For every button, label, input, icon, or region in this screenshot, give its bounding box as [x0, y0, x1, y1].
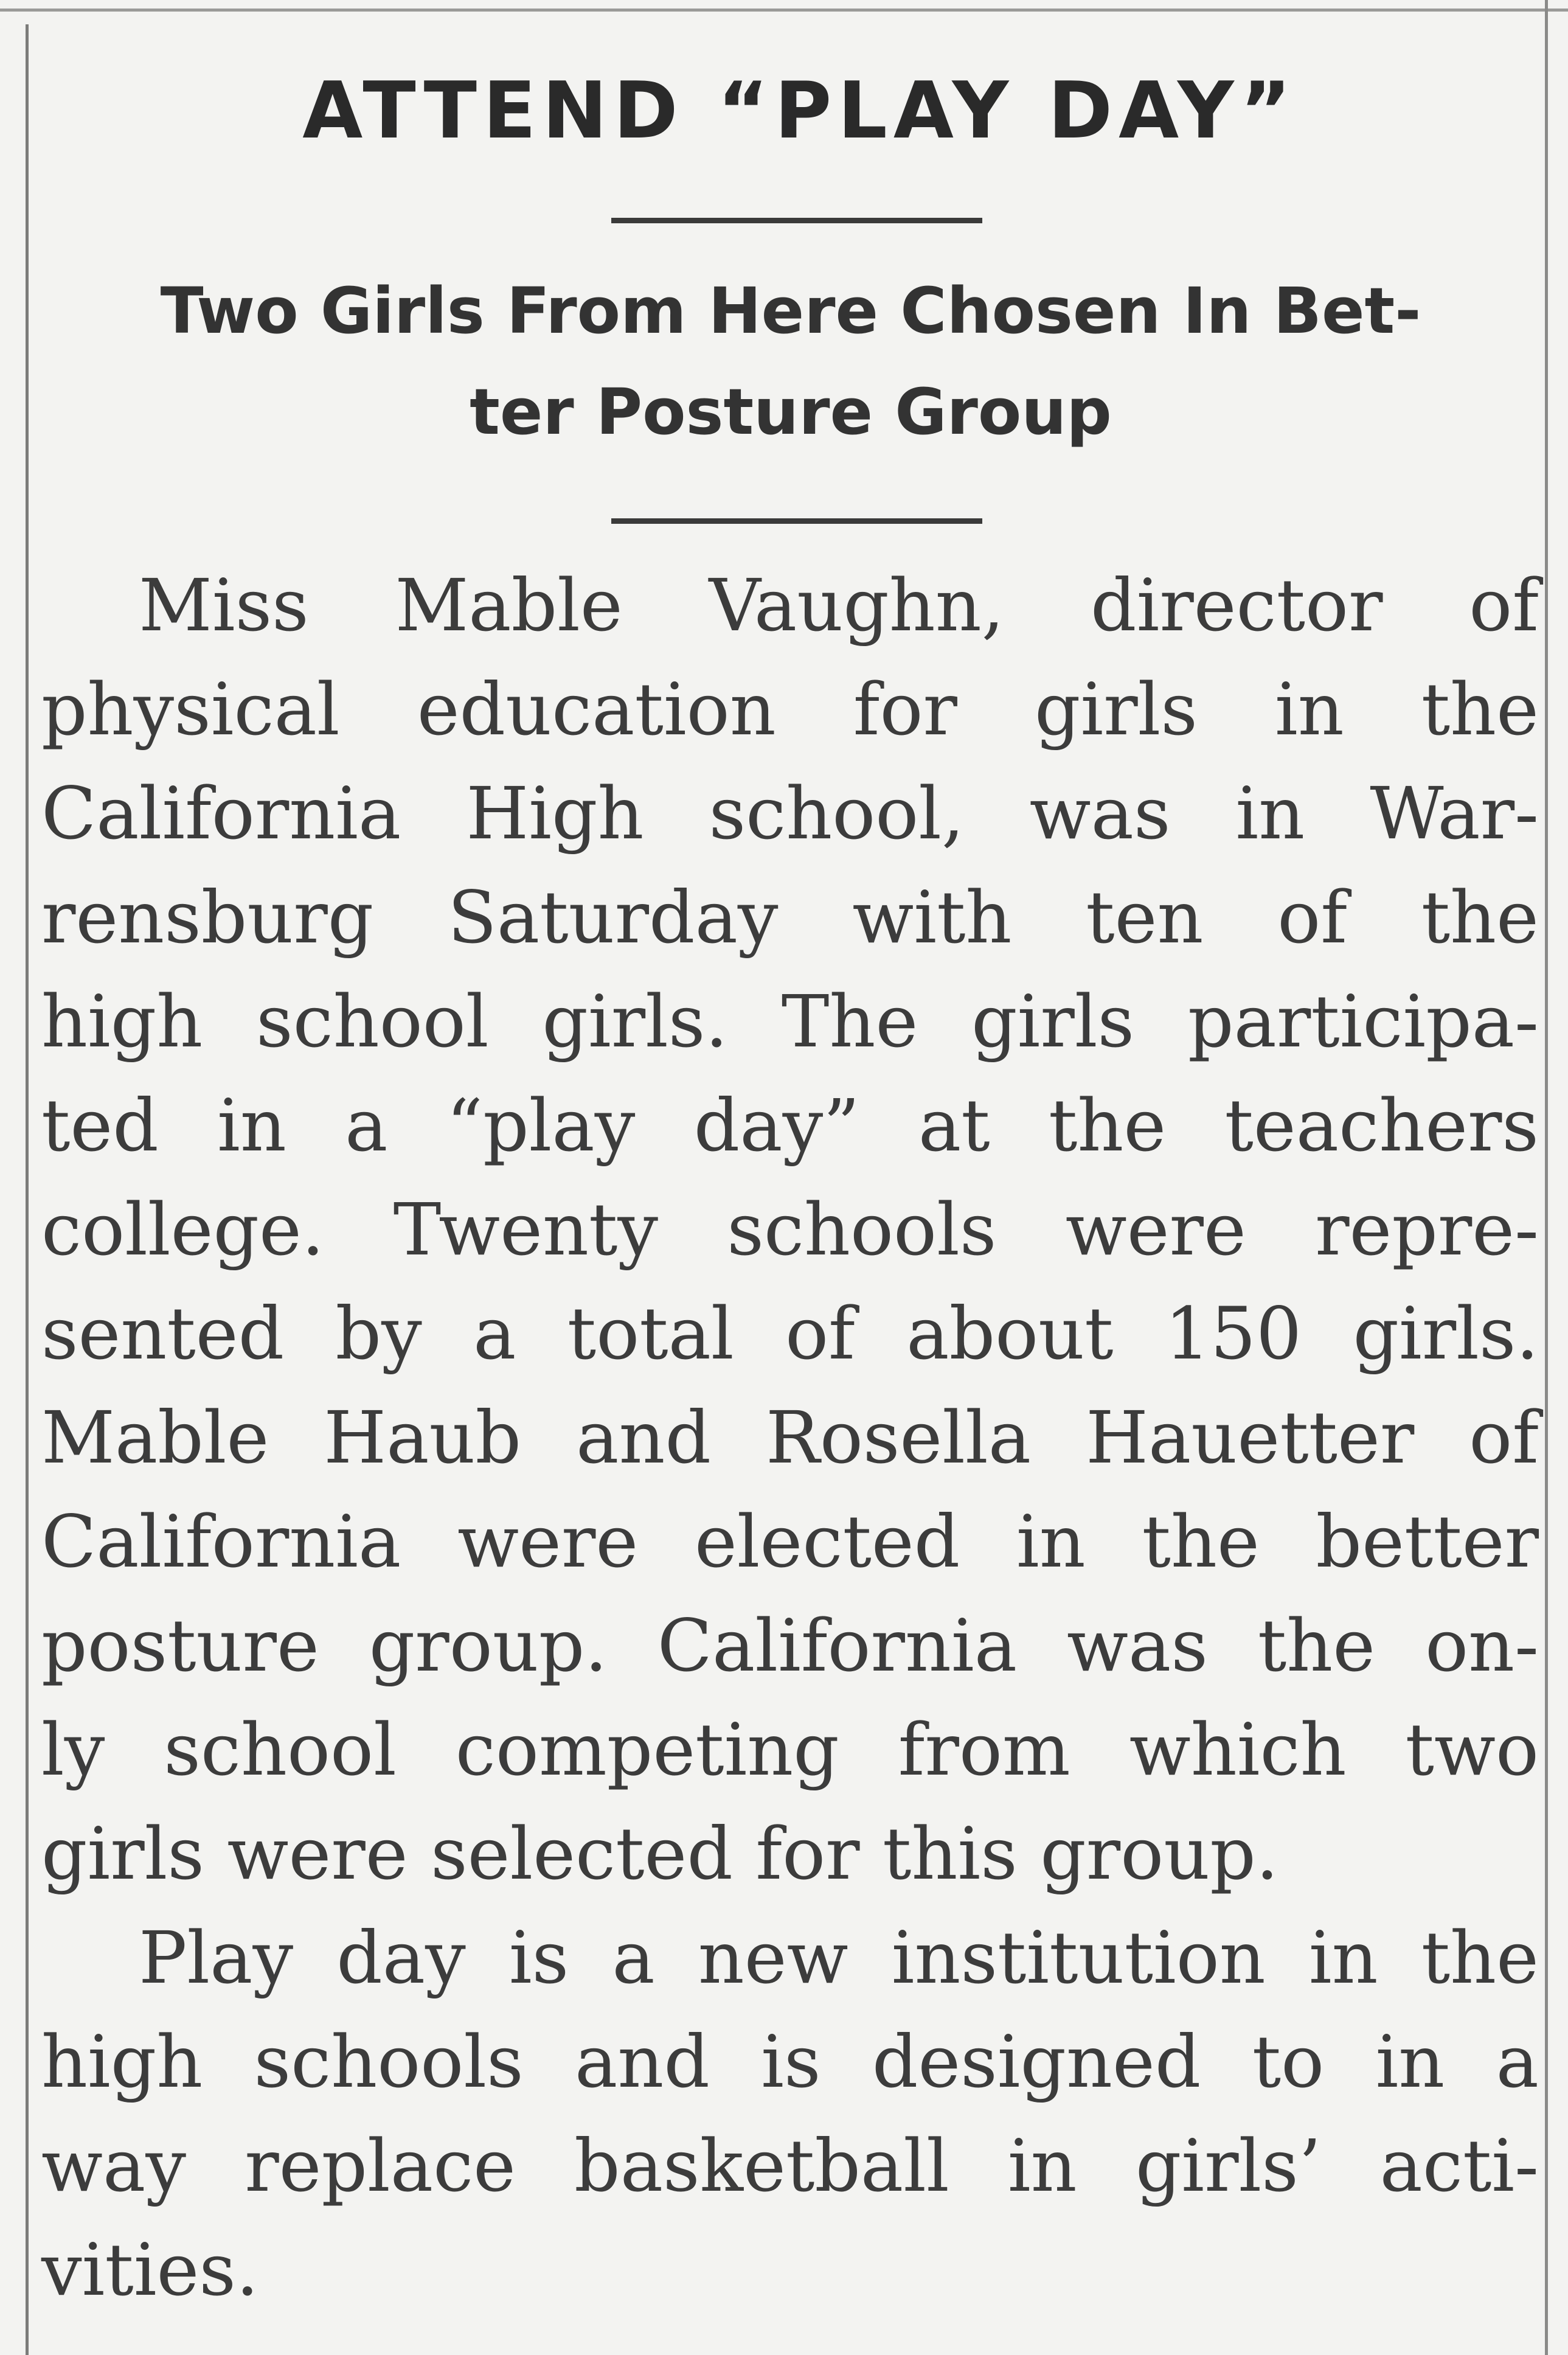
top-border-rule — [0, 9, 1568, 12]
body-line: Mable Haub and Rosella Hauetter of — [41, 1396, 1539, 1480]
body-line: girls were selected for this group. — [41, 1812, 1279, 1896]
article-headline: ATTEND “PLAY DAY” — [302, 66, 1297, 156]
body-line: high school girls. The girls participa- — [41, 979, 1539, 1063]
subheadline-divider — [611, 518, 982, 524]
body-line: sented by a total of about 150 girls. — [41, 1292, 1539, 1376]
headline-divider — [611, 218, 982, 223]
right-column-rule — [1545, 0, 1548, 2355]
left-column-rule — [26, 24, 29, 2355]
body-line: ly school competing from which two — [41, 1708, 1539, 1792]
paragraph-2 — [41, 1906, 1539, 2322]
subheadline-line-2: ter Posture Group — [470, 375, 1112, 449]
subheadline-line-1: Two Girls From Here Chosen In Bet- — [160, 274, 1421, 348]
body-line: California were elected in the better — [41, 1500, 1539, 1584]
body-line: Play day is a new institution in the — [139, 1916, 1539, 2000]
article-body — [41, 554, 1539, 2322]
body-line: rensburg Saturday with ten of the — [41, 875, 1539, 959]
body-line: high schools and is designed to in a — [41, 2020, 1539, 2104]
body-line: physical education for girls in the — [41, 667, 1539, 751]
article-subheadline — [43, 260, 1539, 462]
body-line: Miss Mable Vaughn, director of — [139, 563, 1539, 647]
body-line: ted in a “play day” at the teachers — [41, 1084, 1539, 1167]
body-line: college. Twenty schools were repre- — [41, 1188, 1539, 1271]
body-line: California High school, was in War- — [41, 771, 1539, 855]
paragraph-1 — [41, 554, 1539, 1906]
body-line: vities. — [41, 2228, 259, 2312]
body-line: way replace basketball in girls’ acti- — [41, 2124, 1539, 2208]
body-line: posture group. California was the on- — [41, 1604, 1539, 1688]
